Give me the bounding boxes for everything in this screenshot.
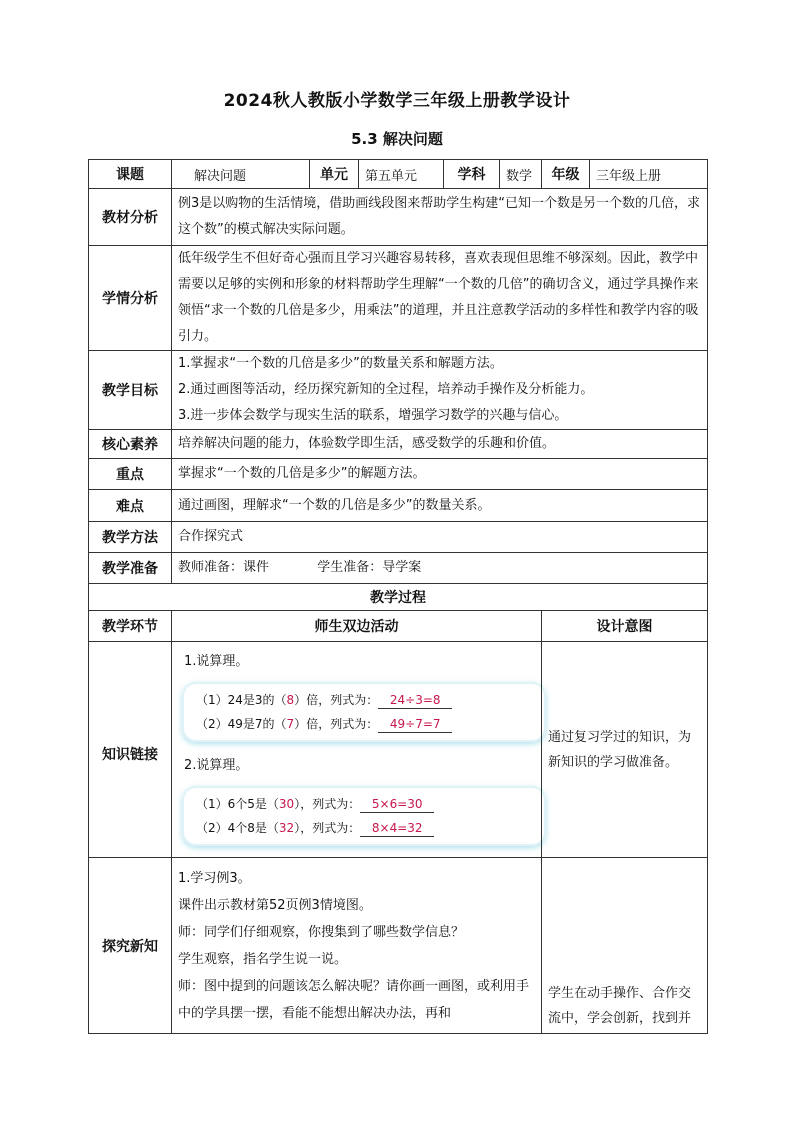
process-heading-row	[89, 584, 708, 611]
explore-stage: 探究新知	[89, 858, 172, 1034]
difficulty-text: 通过画图，理解求“一个数的几倍是多少”的数量关系。	[172, 490, 708, 522]
subject-label: 学科	[444, 160, 500, 189]
method-row	[89, 522, 708, 553]
formula-answer: 24÷3=8	[378, 692, 452, 709]
method-label: 教学方法	[89, 522, 172, 553]
answer-value: 30	[278, 796, 295, 811]
literacy-label: 核心素养	[89, 430, 172, 459]
formula-answer: 49÷7=7	[378, 716, 452, 733]
student-preparation: 学生准备：导学案	[317, 560, 422, 575]
answer-value: 8	[286, 692, 295, 707]
topic-value: 解决问题	[172, 160, 310, 189]
students-row	[89, 246, 708, 351]
col-activity-header: 师生双边活动	[172, 611, 542, 642]
subject-value: 数学	[500, 160, 542, 189]
knowledge-link-row	[89, 642, 708, 858]
col-intent-header: 设计意图	[542, 611, 708, 642]
preparation-text	[172, 553, 708, 584]
answer-value: 7	[286, 716, 295, 731]
key-point-text: 掌握求“一个数的几倍是多少”的解题方法。	[172, 459, 708, 490]
preparation-row	[89, 553, 708, 584]
review-box-2	[182, 786, 546, 846]
col-stage-header: 教学环节	[89, 611, 172, 642]
goal-item: 3.进一步体会数学与现实生活的联系，增强学习数学的兴趣与信心。	[178, 408, 568, 423]
process-columns-row	[89, 611, 708, 642]
material-text: 例3是以购物的生活情境，借助画线段图来帮助学生构建“已知一个数是另一个数的几倍，求这个数”的模式解决实际问题。	[172, 189, 708, 246]
explore-intent: 学生在动手操作、合作交流中，学会创新，找到并	[542, 858, 708, 1034]
link-part1-title: 1.说算理。	[184, 653, 249, 669]
link-part2-title: 2.说算理。	[184, 757, 249, 773]
review-row: （2）49是7的（7）倍，列式为： 49÷7=7	[196, 712, 532, 736]
process-heading: 教学过程	[89, 584, 708, 611]
students-text: 低年级学生不但好奇心强而且学习兴趣容易转移，喜欢表现但思维不够深刻。因此，教学中需要以足够的实例和形象的材料帮助学生理解“一个数的几倍”的确切含义，通过学具操作来领悟“求一个数的几倍是多少，用乘法”的道理，并且注意教学活动的多样性和教学内容的吸引力。	[172, 246, 708, 351]
topic-label: 课题	[89, 160, 172, 189]
key-point-row	[89, 459, 708, 490]
review-row: （1）6个5是（30），列式为： 5×6=30	[196, 792, 532, 816]
literacy-text: 培养解决问题的能力，体验数学即生活，感受数学的乐趣和价值。	[172, 430, 708, 459]
formula-answer: 8×4=32	[360, 820, 434, 837]
difficulty-label: 难点	[89, 490, 172, 522]
goals-row	[89, 351, 708, 430]
review-row: （2）4个8是（32），列式为： 8×4=32	[196, 816, 532, 840]
activity-line: 课件出示教材第52页例3情境图。	[178, 897, 372, 913]
formula-answer: 5×6=30	[360, 796, 434, 813]
activity-line: 师：同学们仔细观察，你搜集到了哪些数学信息？	[178, 924, 465, 940]
material-row	[89, 189, 708, 246]
activity-line: 师：图中提到的问题该怎么解决呢？请你画一画图，或利用手中的学具摆一摆，看能不能想出解决办法，再和	[178, 978, 530, 1021]
unit-value: 第五单元	[359, 160, 444, 189]
document-title: 2024秋人教版小学数学三年级上册教学设计	[223, 91, 571, 111]
link-intent: 通过复习学过的知识，为新知识的学习做准备。	[542, 642, 708, 858]
review-row: （1）24是3的（8）倍，列式为： 24÷3=8	[196, 688, 532, 712]
method-text: 合作探究式	[172, 522, 708, 553]
goal-item: 2.通过画图等活动，经历探究新知的全过程，培养动手操作及分析能力。	[178, 382, 594, 397]
material-label: 教材分析	[89, 189, 172, 246]
difficulty-row	[89, 490, 708, 522]
review-box-1	[182, 682, 546, 742]
grade-value: 三年级上册	[590, 160, 708, 189]
lesson-plan-table	[88, 159, 708, 1034]
unit-label: 单元	[310, 160, 359, 189]
activity-line: 学生观察，指名学生说一说。	[178, 951, 348, 967]
link-stage: 知识链接	[89, 642, 172, 858]
activity-line: 1.学习例3。	[178, 870, 251, 886]
link-activity	[172, 642, 542, 858]
key-point-label: 重点	[89, 459, 172, 490]
literacy-row	[89, 430, 708, 459]
explore-row	[89, 858, 708, 1034]
answer-value: 32	[278, 820, 295, 835]
goal-item: 1.掌握求“一个数的几倍是多少”的数量关系和解题方法。	[178, 356, 503, 371]
goals-label: 教学目标	[89, 351, 172, 430]
header-row	[89, 160, 708, 189]
explore-activity	[172, 858, 542, 1034]
students-label: 学情分析	[89, 246, 172, 351]
preparation-label: 教学准备	[89, 553, 172, 584]
goals-list	[172, 351, 708, 430]
document-subtitle: 5.3 解决问题	[351, 130, 443, 148]
teacher-preparation: 教师准备：课件	[178, 560, 270, 575]
grade-label: 年级	[542, 160, 590, 189]
